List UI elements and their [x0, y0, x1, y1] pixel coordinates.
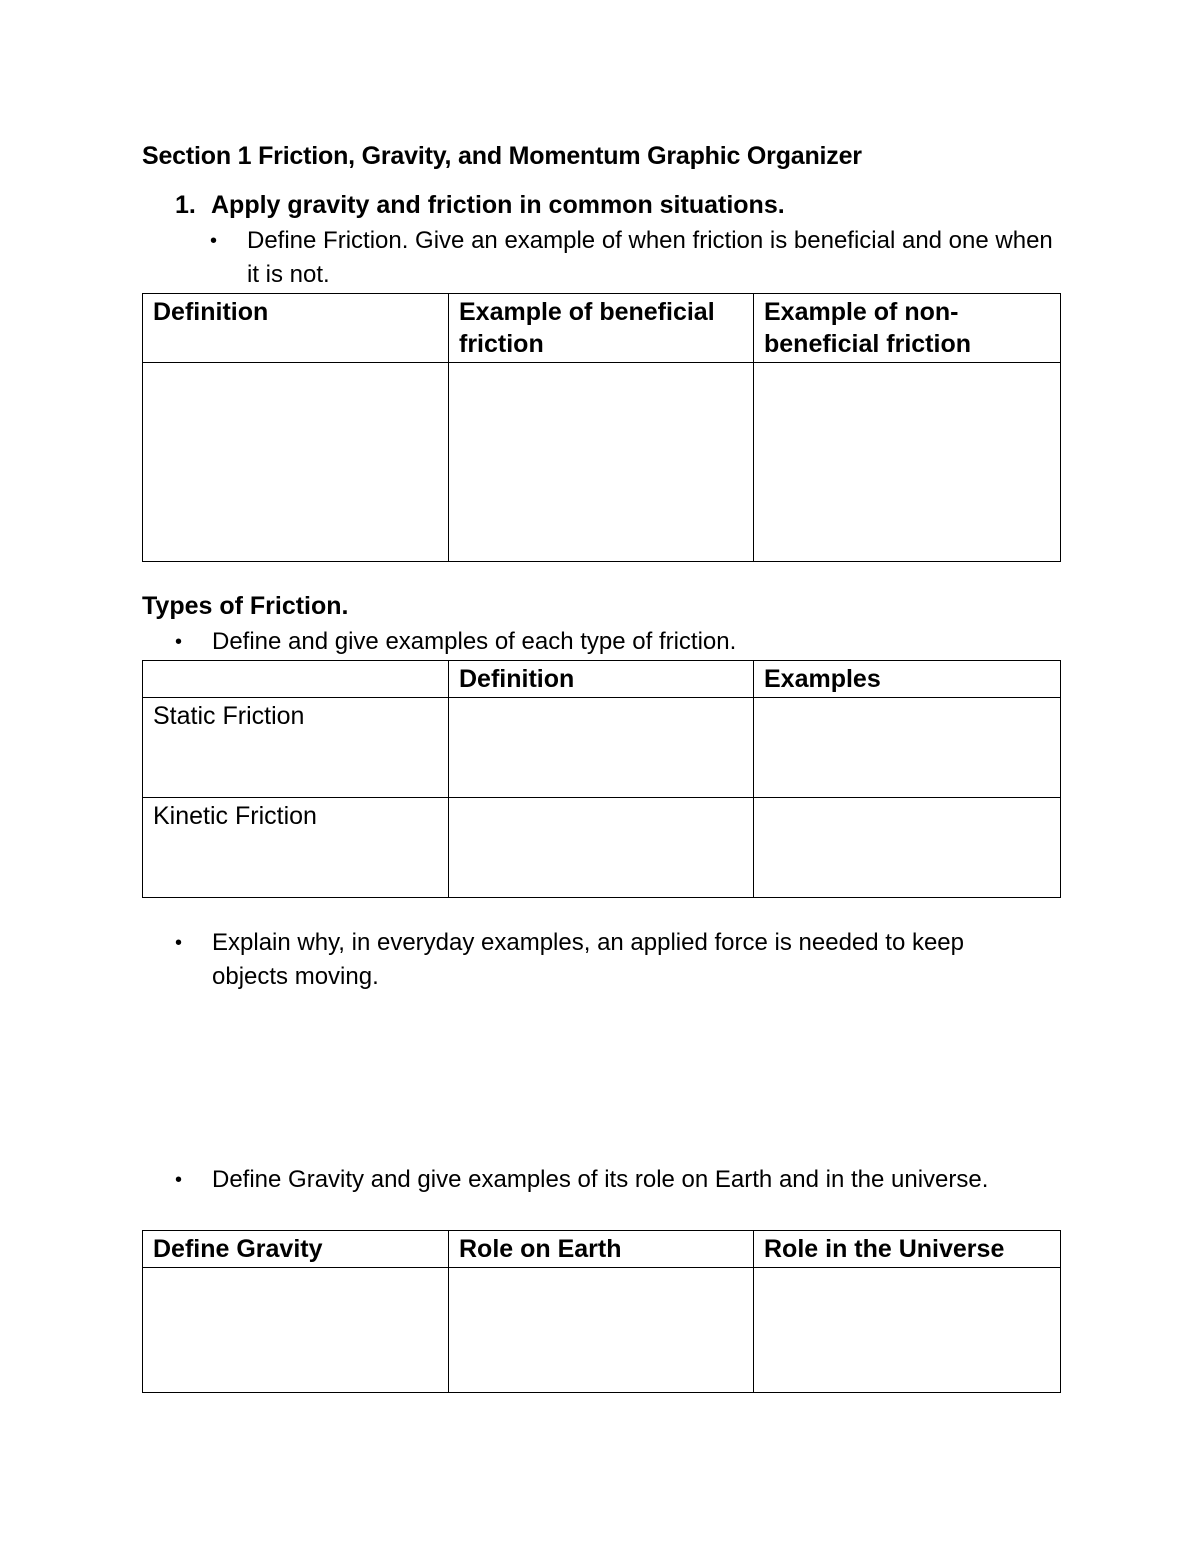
- answer-cell-kinetic-examples[interactable]: [754, 798, 1061, 898]
- header-non-beneficial-friction: Example of non-beneficial friction: [754, 294, 1061, 363]
- friction-types-table: [142, 660, 1061, 898]
- item-1-heading: [175, 191, 785, 220]
- friction-definition-bullet-text: Define Friction. Give an example of when friction is beneficial and one when it is not.: [247, 227, 1053, 288]
- bullet-icon: •: [175, 631, 183, 653]
- header-definition: Definition: [143, 294, 449, 363]
- answer-cell-kinetic-definition[interactable]: [449, 798, 754, 898]
- answer-cell-non-beneficial[interactable]: [754, 363, 1061, 562]
- friction-examples-table: [142, 293, 1061, 562]
- item-1-heading-text: Apply gravity and friction in common situations.: [211, 191, 785, 219]
- answer-cell-role-on-earth[interactable]: [449, 1268, 754, 1393]
- header-examples: Examples: [754, 661, 1061, 698]
- table-answer-row: [143, 1268, 1061, 1393]
- row-label-kinetic-friction: Kinetic Friction: [143, 798, 449, 898]
- answer-cell-role-in-universe[interactable]: [754, 1268, 1061, 1393]
- header-role-on-earth: Role on Earth: [449, 1231, 754, 1268]
- header-definition: Definition: [449, 661, 754, 698]
- friction-definition-bullet: [210, 224, 1067, 292]
- bullet-icon: •: [175, 932, 183, 954]
- answer-cell-static-definition[interactable]: [449, 698, 754, 798]
- table-header-row: [143, 294, 1061, 363]
- header-role-in-universe: Role in the Universe: [754, 1231, 1061, 1268]
- row-label-static-friction: Static Friction: [143, 698, 449, 798]
- gravity-bullet-text: Define Gravity and give examples of its role on Earth and in the universe.: [212, 1166, 989, 1193]
- gravity-table: [142, 1230, 1061, 1393]
- table-header-row: [143, 661, 1061, 698]
- answer-cell-static-examples[interactable]: [754, 698, 1061, 798]
- gravity-bullet: [175, 1163, 1032, 1197]
- applied-force-bullet-text: Explain why, in everyday examples, an applied force is needed to keep objects moving.: [212, 929, 965, 990]
- header-define-gravity: Define Gravity: [143, 1231, 449, 1268]
- answer-cell-beneficial[interactable]: [449, 363, 754, 562]
- answer-cell-define-gravity[interactable]: [143, 1268, 449, 1393]
- item-1-number: 1.: [175, 191, 196, 219]
- header-beneficial-friction: Example of beneficial friction: [449, 294, 754, 363]
- document-title: Section 1 Friction, Gravity, and Momentum Graphic Organizer: [142, 142, 862, 170]
- header-blank: [143, 661, 449, 698]
- types-of-friction-bullet: [175, 625, 1072, 659]
- answer-cell-definition[interactable]: [143, 363, 449, 562]
- table-header-row: [143, 1231, 1061, 1268]
- table-row: [143, 798, 1061, 898]
- table-row: [143, 698, 1061, 798]
- applied-force-bullet: [175, 926, 1032, 994]
- table-answer-row: [143, 363, 1061, 562]
- types-of-friction-bullet-text: Define and give examples of each type of friction.: [212, 628, 737, 655]
- bullet-icon: •: [210, 230, 218, 252]
- bullet-icon: •: [175, 1169, 183, 1191]
- types-of-friction-heading: Types of Friction.: [142, 592, 349, 620]
